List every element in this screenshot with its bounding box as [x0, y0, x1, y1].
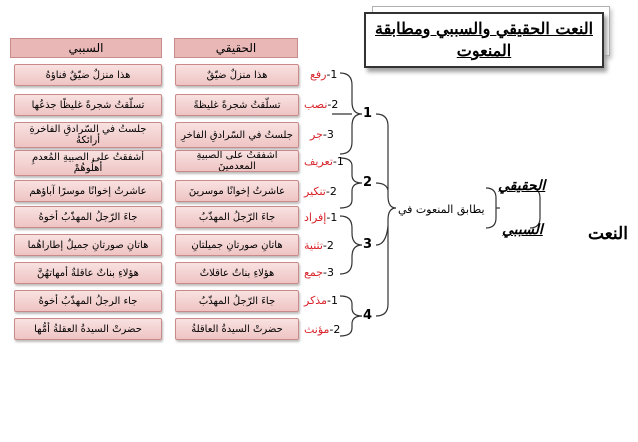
label-number: 2- [327, 98, 339, 111]
label-number: 1- [326, 68, 338, 81]
haqiqi-cell-muannath: حضرتْ السيدةُ العاقلةُ [175, 318, 299, 340]
sababi-cell-ifrad: جاءَ الرّجلُ المهذّبُ أخوهُ [14, 206, 162, 228]
sababi-cell-tathniya: هاتانِ صورتانِ جميلٌ إطاراهُما [14, 234, 162, 256]
label-number: 1- [326, 211, 338, 224]
page-title: النعت الحقيقي والسببي ومطابقة المنعوت [364, 12, 604, 68]
sababi-cell-tankir: عاشرتُ إخوانًا موسرًا آباؤهم [14, 180, 162, 202]
type-sababi: السببي [502, 222, 543, 238]
group-number-3: 3 [363, 237, 373, 252]
label-word: مذكر [304, 294, 327, 307]
label-number: 1- [332, 155, 344, 168]
header-haqiqi: الحقيقي [174, 38, 298, 58]
header-sababi: السببي [10, 38, 162, 58]
label-word: جمع [304, 266, 324, 279]
label-word: تعريف [304, 155, 333, 168]
haqiqi-cell-tathniya: هاتانِ صورتانِ جميلتانِ [175, 234, 299, 256]
haqiqi-cell-mudhakkar: جاءَ الرّجلُ المهذّبُ [175, 290, 299, 312]
label-mudhakkar [304, 294, 338, 307]
label-word: رفع [310, 68, 327, 81]
sababi-cell-jam: هؤلاءِ بناتٌ عاقلةٌ أمهاتهُنَّ [14, 262, 162, 284]
sababi-cell-tarif: أشفقتُ على الصبيةِ المُعدمِ أهلُوهُمْ [14, 150, 162, 176]
type-haqiqi: الحقيقي [498, 178, 546, 194]
label-tankir [304, 185, 337, 198]
sababi-cell-mudhakkar: جاء الرجلُ المهذّبُ أخوهُ [14, 290, 162, 312]
label-word: تثنية [304, 239, 323, 252]
sababi-cell-jar: جلستُ في السّرادقِ الفاخرةِ أرائكهُ [14, 122, 162, 148]
label-number: 2- [325, 185, 337, 198]
haqiqi-cell-jam: هؤلاءِ بناتٌ عاقلاتٌ [175, 262, 299, 284]
main-label-naat: النعت [588, 224, 628, 244]
label-tathniya [304, 239, 334, 252]
haqiqi-cell-jar: جلستُ في السّرادقِ الفاخرِ [175, 122, 299, 148]
label-number: 1- [326, 294, 338, 307]
haqiqi-cell-tarif: أشفقتُ على الصبيةِ المعدمينَ [175, 150, 299, 172]
sababi-cell-nasb: تسلّقتُ شجرةً غليظًا جذعُها [14, 94, 162, 116]
label-word: نصب [304, 98, 328, 111]
label-word: إفراد [304, 211, 327, 224]
label-word: مؤنث [304, 323, 330, 336]
group-number-4: 4 [363, 308, 373, 323]
label-nasb [304, 98, 338, 111]
label-raf [310, 68, 337, 81]
group-number-2: 2 [363, 175, 373, 190]
label-number: 3- [323, 266, 334, 279]
match-text: يطابق المنعوت في [398, 203, 485, 216]
sababi-cell-muannath: حضرتْ السيدةُ العقلةُ أمُّها [14, 318, 162, 340]
haqiqi-cell-nasb: تسلّقتُ شجرةً غليظةً [175, 94, 299, 116]
haqiqi-cell-tankir: عاشرتُ إخوانًا موسرينَ [175, 180, 299, 202]
haqiqi-cell-raf: هذا منزلٌ ضيّقٌ [175, 64, 299, 86]
group-number-1: 1 [363, 106, 373, 121]
label-ifrad [304, 211, 337, 224]
label-jam [304, 266, 334, 279]
label-tarif [304, 155, 344, 168]
label-number: 2- [322, 239, 334, 252]
label-muannath [304, 323, 340, 336]
label-jar [310, 128, 334, 141]
sababi-cell-raf: هذا منزلٌ ضيّقٌ فناؤهُ [14, 64, 162, 86]
label-word: جر [310, 128, 323, 141]
label-word: تنكير [304, 185, 326, 198]
haqiqi-cell-ifrad: جاءَ الرّجلُ المهذّبُ [175, 206, 299, 228]
label-number: 3- [322, 128, 334, 141]
label-number: 2- [329, 323, 341, 336]
